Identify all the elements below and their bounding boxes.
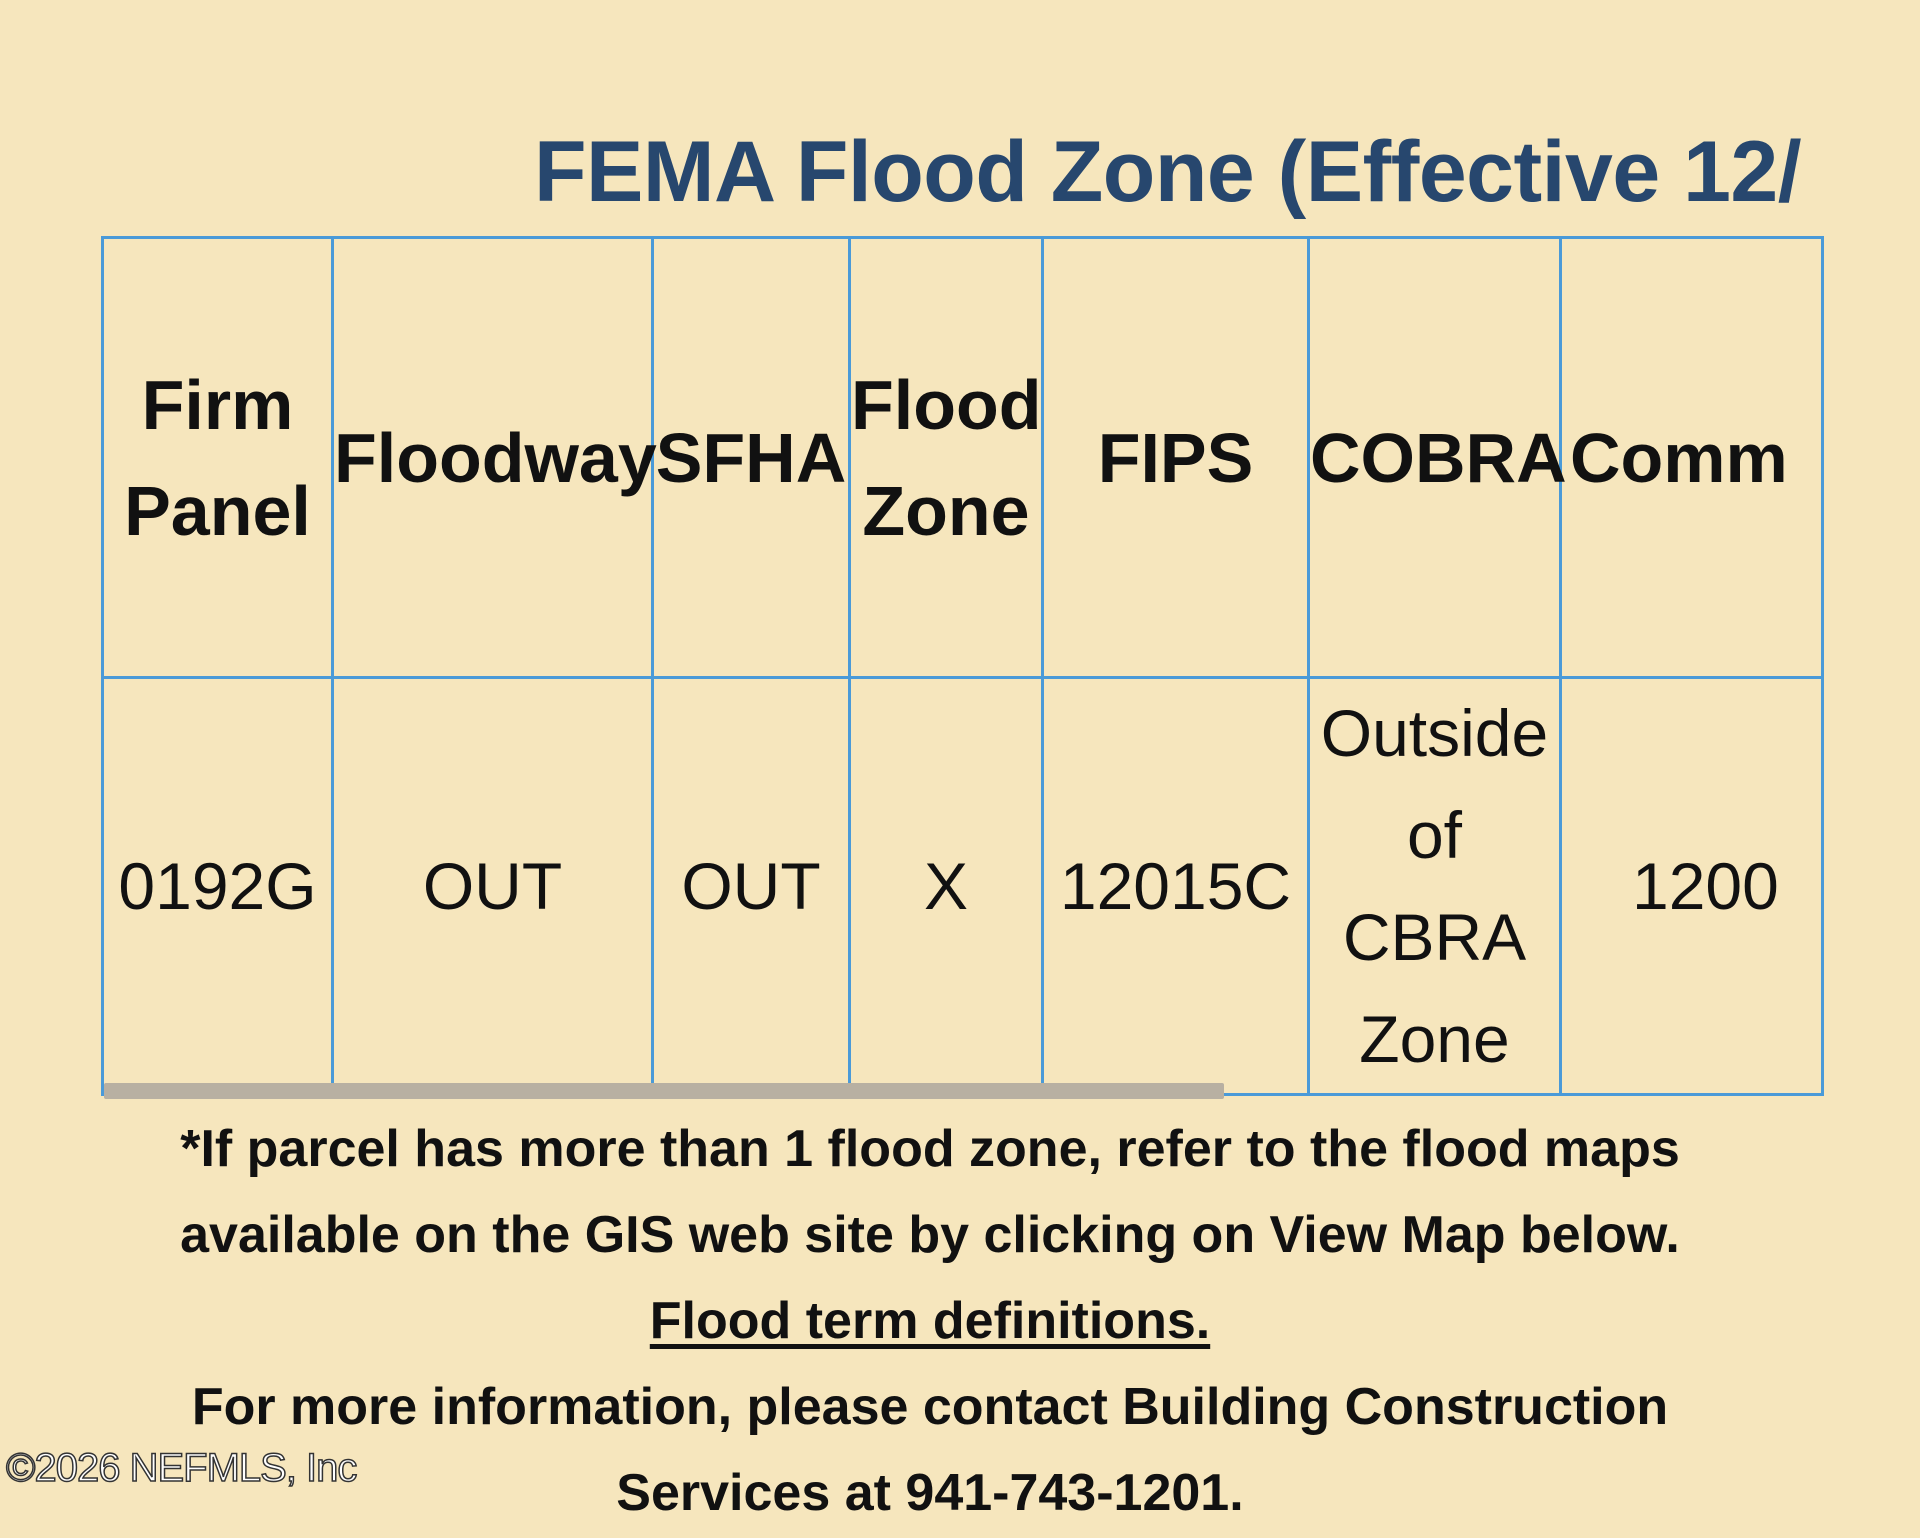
cell-firm-panel: 0192G	[103, 678, 333, 1095]
cell-cobra	[1309, 678, 1561, 1095]
table-header-row	[103, 238, 1823, 678]
contact-line1: For more information, please contact Building Construction	[191, 1378, 1669, 1436]
header-firm-panel	[103, 238, 333, 678]
cell-cobra-line2: of	[1406, 798, 1463, 872]
copyright-watermark: ©2026 NEFMLS, Inc	[6, 1446, 357, 1490]
flood-zone-table	[101, 236, 1824, 1096]
header-fips: FIPS	[1043, 238, 1309, 678]
cell-cobra-line4: Zone	[1359, 1002, 1510, 1076]
horizontal-scrollbar[interactable]	[104, 1083, 1224, 1099]
header-cobra: COBRA	[1309, 238, 1561, 678]
cell-cobra-line1: Outside	[1320, 696, 1549, 770]
cell-floodway: OUT	[333, 678, 653, 1095]
cell-flood-zone: X	[850, 678, 1043, 1095]
flood-table-container[interactable]	[101, 236, 1788, 1104]
header-floodway: Floodway	[333, 238, 653, 678]
header-flood-zone-line1: Flood	[851, 365, 1042, 444]
cell-fips: 12015C	[1043, 678, 1309, 1095]
header-firm-panel-line2: Panel	[124, 471, 311, 550]
header-firm-panel-line1: Firm	[141, 365, 294, 444]
cell-sfha: OUT	[653, 678, 850, 1095]
page-title: FEMA Flood Zone (Effective 12/	[534, 124, 1802, 220]
header-community: Comm	[1561, 238, 1823, 678]
header-flood-zone	[850, 238, 1043, 678]
contact-line2: Services at 941-743-1201.	[616, 1464, 1244, 1522]
flood-term-definitions-link[interactable]: Flood term definitions.	[649, 1292, 1211, 1350]
cell-cobra-line3: CBRA	[1342, 900, 1527, 974]
header-flood-zone-line2: Zone	[862, 471, 1030, 550]
note-line1: *If parcel has more than 1 flood zone, refer to the flood maps	[180, 1120, 1680, 1178]
note-line2: available on the GIS web site by clicking on View Map below.	[180, 1206, 1680, 1264]
table-row	[103, 678, 1823, 1095]
cell-community: 1200	[1561, 678, 1823, 1095]
header-sfha: SFHA	[653, 238, 850, 678]
